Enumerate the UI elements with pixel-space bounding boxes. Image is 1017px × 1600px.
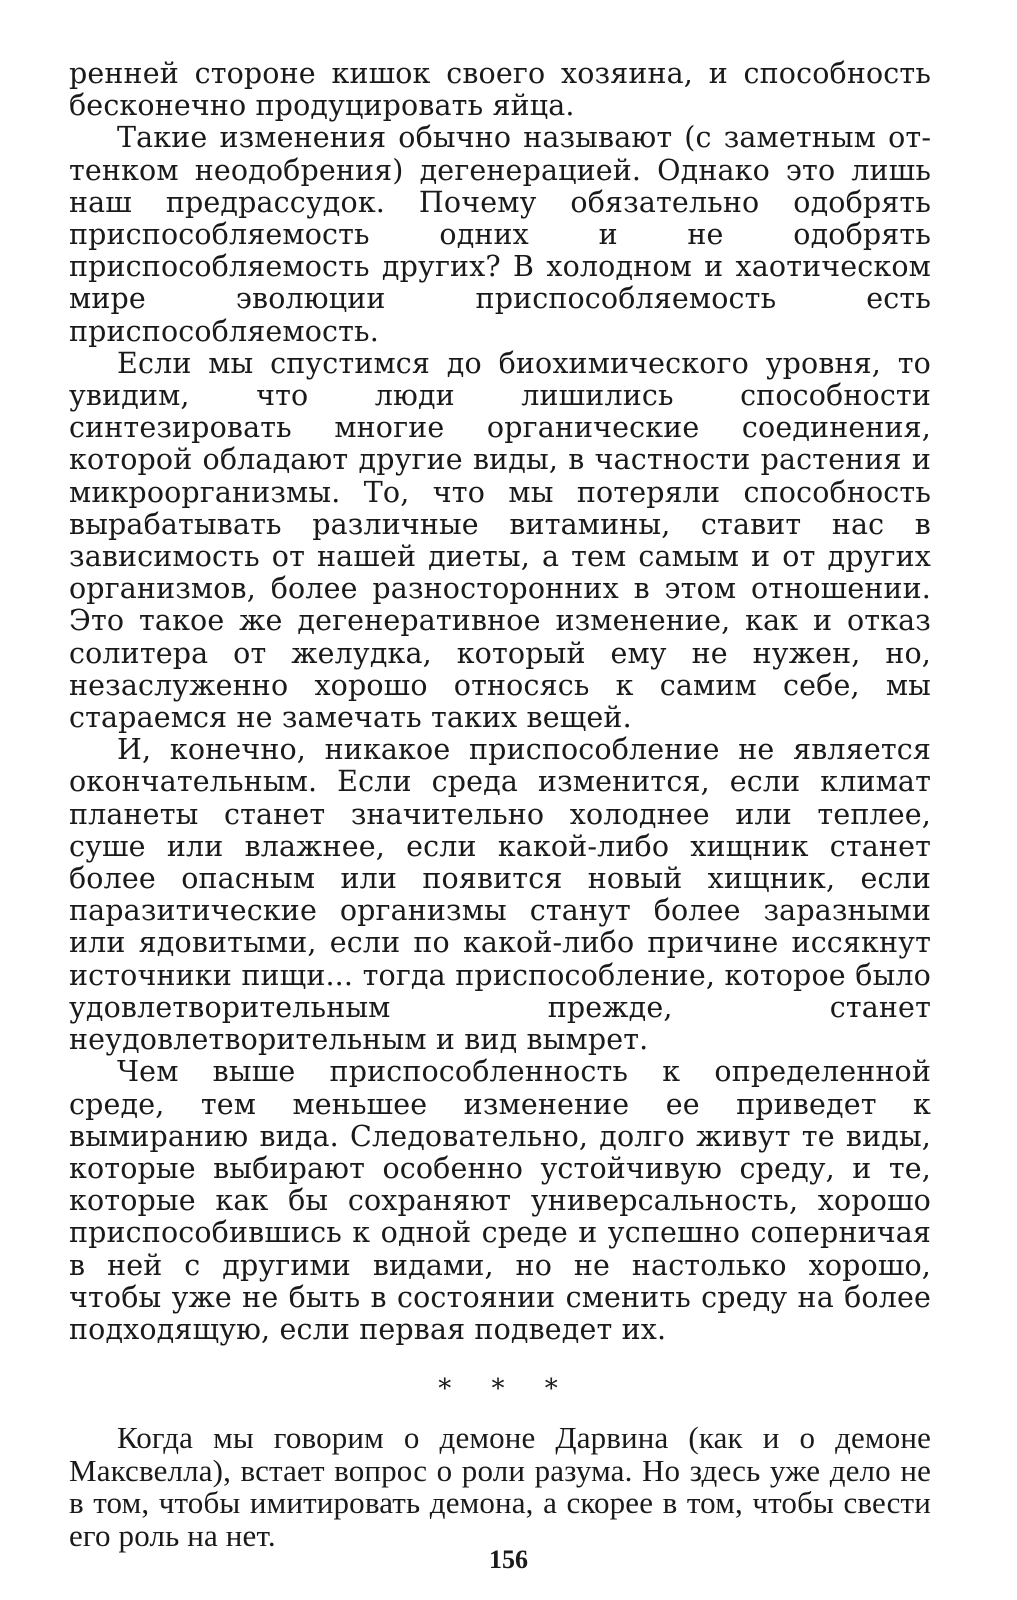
paragraph-adaptation: И, конечно, никакое приспособление не является окончательным. Если среда изменится, если климат планеты станет значительно холоднее или теплее, суше или влажнее, если какой-либо хищник станет более опасным или появится новый хищник, если паразитические организмы станут более заразными или ядовитыми, если по какой-либо причине иссякнут источники пищи... тогда приспособление, которое было удовлетворительным прежде, станет неудовлетворительным и вид вымрет. [69,733,931,1057]
paragraph-darwin-demon: Когда мы говорим о демоне Дарвина (как и о демоне Максвелла), встает вопрос о роли разума. Но здесь уже дело не в том, чтобы имитировать демона, а скорее в том, чтобы свести его роль на нет. [69,1420,931,1553]
paragraph-survival: Чем выше приспособленность к определенной среде, тем меньшее изменение ее приведет к вымиранию вида. Следовательно, долго живут те виды, которые выбирают особенно устойчивую среду, и те, которые как бы сохраняют универсальность, хорошо приспособившись к одной среде и успешно соперничая в ней с другими видами, но не настолько хорошо, чтобы уже не быть в состоянии сменить среду на более подходящую, если первая подведет их. [69,1055,931,1346]
page-number: 156 [489,1545,528,1574]
paragraph-continued: ренней стороне кишок своего хозяина, и способность бесконечно продуцировать яйца. [69,57,931,123]
section-separator: * * * [438,1374,574,1405]
paragraph-degeneration: Такие изменения обычно называют (с заметным оттенком неодобрения) дегенерацией. Однако это лишь наш предрассудок. Почему обязательно одобрять приспособляемость одних и не одобрять приспособляемость других? В холодном и хаотическом мире эволюции приспособляемость есть приспособляемость. [69,121,931,348]
page-body [69,58,931,1552]
paragraph-biochemistry: Если мы спустимся до биохимического уровня, то увидим, что люди лишились способности синтезировать многие органические соединения, которой обладают другие виды, в частности растения и микроорганизмы. То, что мы потеряли способность вырабатывать различные витамины, ставит нас в зависимость от нашей диеты, а тем самым и от других организмов, более разносторонних в этом отношении. Это такое же дегенеративное изменение, как и отказ солитера от желудка, который ему не нужен, но, незаслуженно хорошо относясь к самим себе, мы стараемся не замечать таких вещей. [69,346,931,735]
